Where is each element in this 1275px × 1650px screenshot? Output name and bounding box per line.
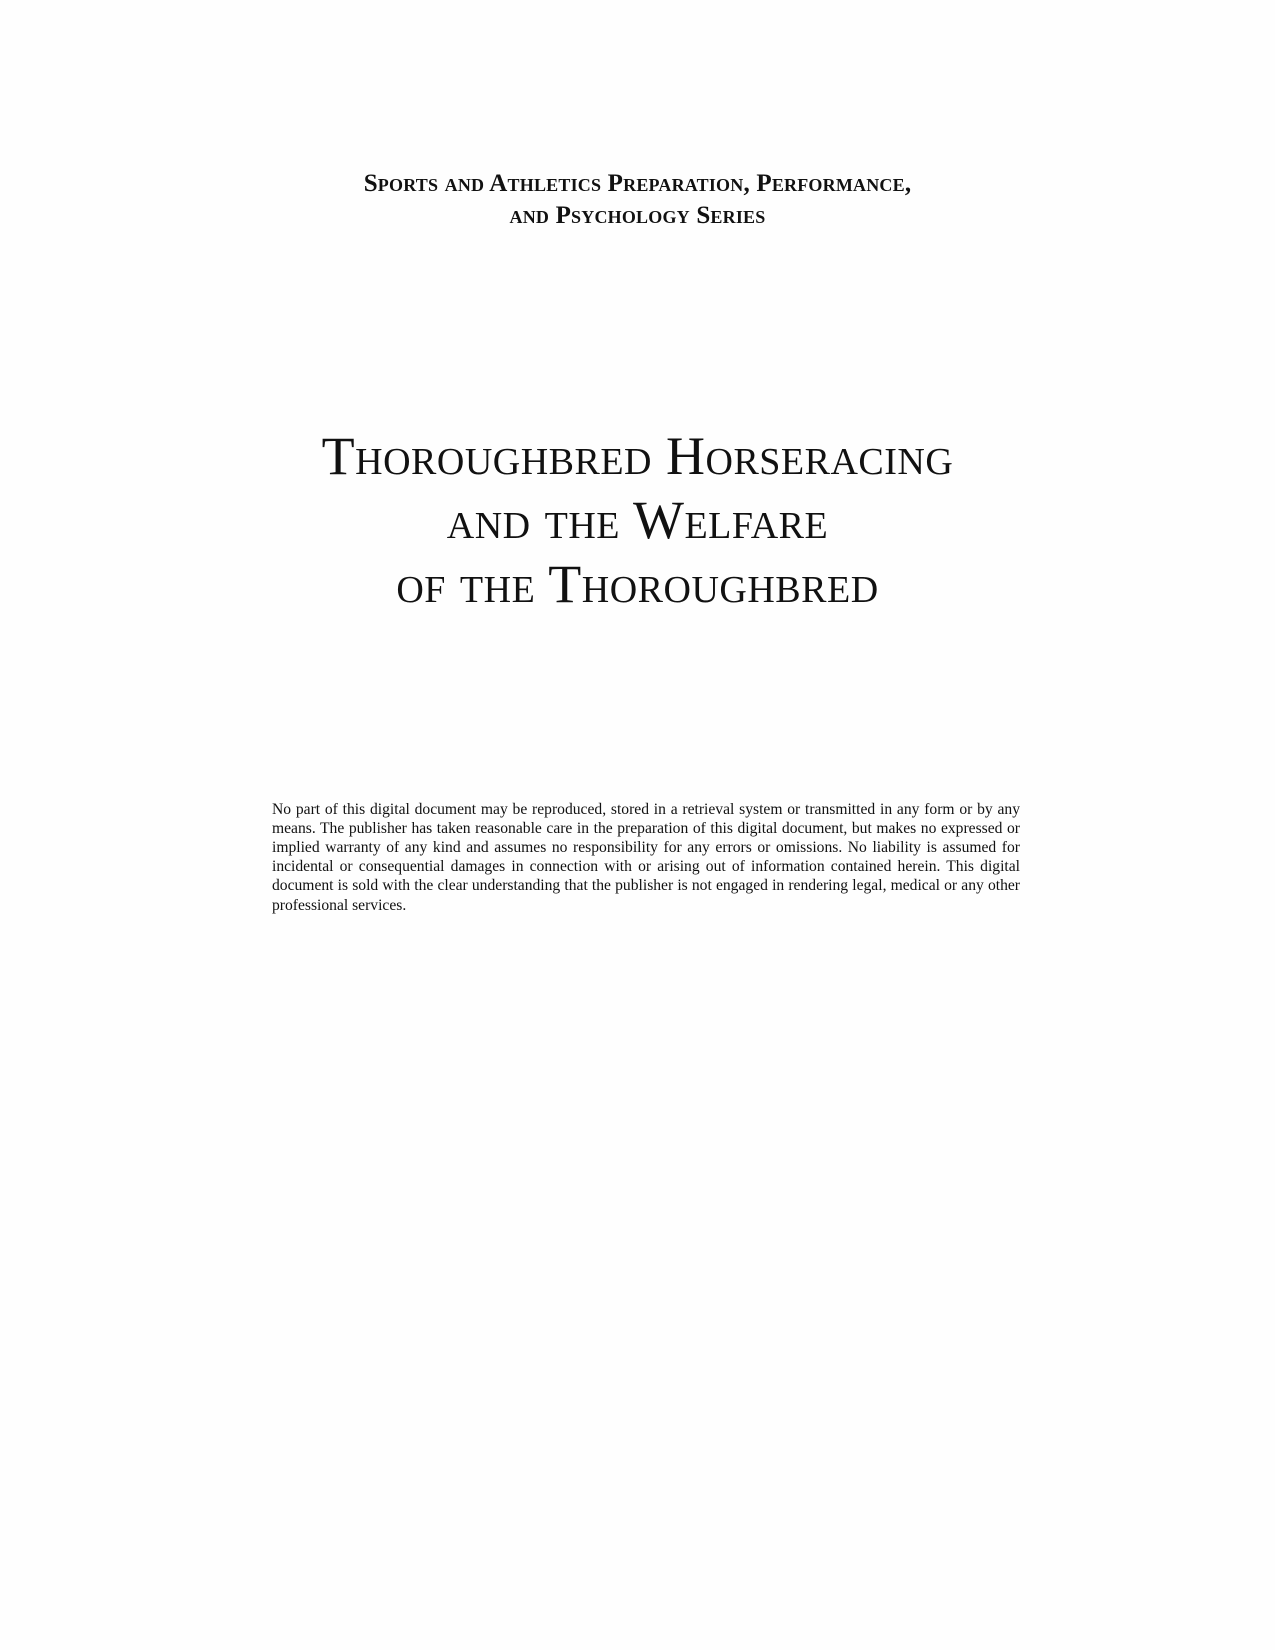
book-title-line-1: Thoroughbred Horseracing — [321, 426, 954, 486]
series-heading — [0, 168, 1275, 232]
series-heading-line-1: Sports and Athletics Preparation, Performance, — [363, 170, 912, 197]
series-heading-line-2: and Psychology Series — [509, 202, 766, 229]
book-title-line-3: of the Thoroughbred — [396, 554, 879, 614]
book-title-line-2: and the Welfare — [446, 490, 829, 550]
copyright-notice: No part of this digital document may be reproduced, stored in a retrieval system or transmitted in any form or by any means. The publisher has taken reasonable care in the preparation of this digital document, but makes no expressed or implied warranty of any kind and assumes no responsibility for any errors or omissions. No liability is assumed for incidental or consequential damages in connection with or arising out of information contained herein. This digital document is sold with the clear understanding that the publisher is not engaged in rendering legal, medical or any other professional services. — [272, 800, 1020, 914]
book-title — [0, 424, 1275, 616]
